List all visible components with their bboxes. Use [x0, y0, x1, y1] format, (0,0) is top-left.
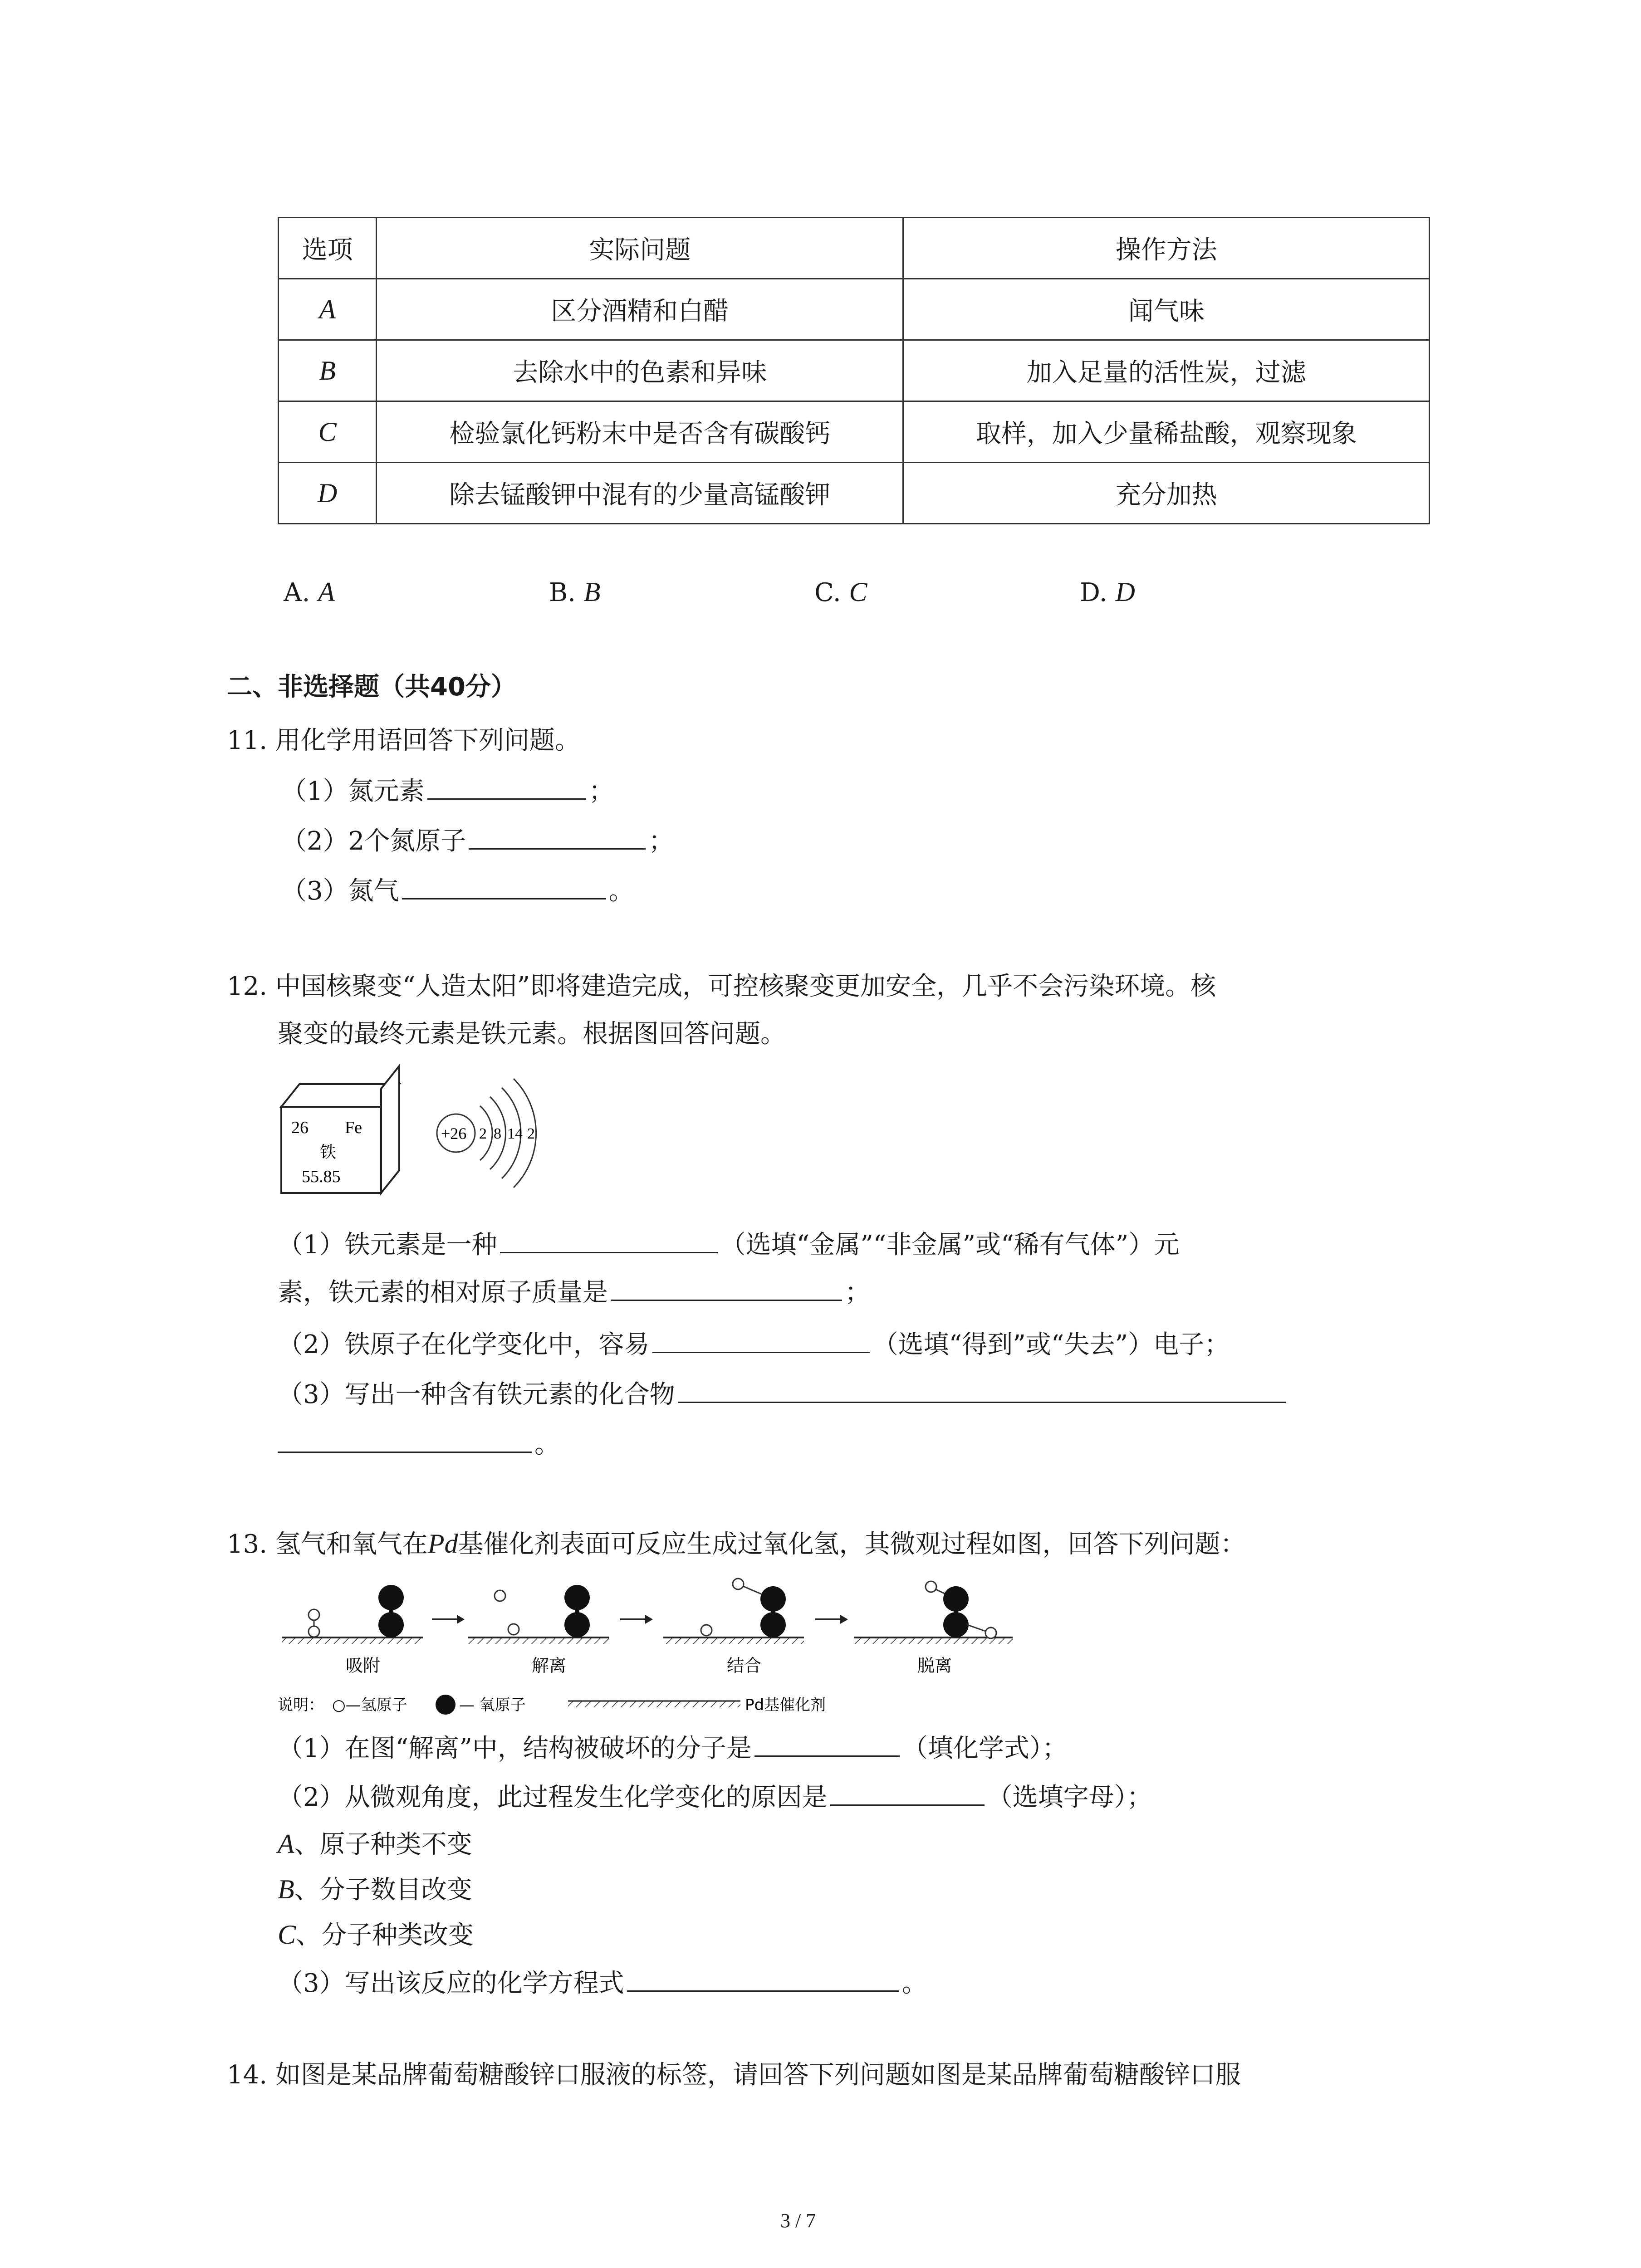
choice-label: A.: [284, 578, 310, 607]
q13-part2-prefix: （2）从微观角度，此过程发生化学变化的原因是: [278, 1783, 828, 1812]
choice-label: C.: [814, 578, 841, 607]
q14-stem: 14. 如图是某品牌葡萄糖酸锌口服液的标签，请回答下列问题如图是某品牌葡萄糖酸锌口服: [227, 2060, 1241, 2090]
q13-part1: [278, 1733, 1068, 1765]
q12-part1-prefix: （1）铁元素是一种: [278, 1230, 497, 1260]
choice-value: C: [849, 577, 867, 607]
stage-label: 吸附: [346, 1656, 381, 1676]
table-cell-problem: 检验氯化钙粉末中是否含有碳酸钙: [377, 401, 903, 463]
table-row: [279, 279, 1430, 340]
table-cell-option: C: [279, 401, 377, 463]
oxygen-atom-icon: [436, 1695, 456, 1715]
q13-option-c[interactable]: [278, 1919, 474, 1951]
q12-stem-line2: 聚变的最终元素是铁元素。根据图回答问题。: [278, 1019, 786, 1049]
answer-blank[interactable]: [402, 875, 606, 899]
legend-hydrogen: ○—氢原子: [332, 1696, 407, 1714]
table-row: [279, 401, 1430, 463]
table-cell-method: 充分加热: [903, 463, 1430, 524]
section-title: 二、非选择题（共40分）: [227, 672, 516, 702]
q13-stem: [227, 1528, 1246, 1560]
choice-label: B.: [549, 578, 576, 607]
q12-part2-prefix: （2）铁原子在化学变化中，容易: [278, 1330, 650, 1359]
table-cell-problem: 区分酒精和白醋: [377, 279, 903, 340]
answer-blank[interactable]: [469, 826, 646, 850]
option-letter: C: [278, 1920, 296, 1950]
q11-stem: 11. 用化学用语回答下列问题。: [227, 726, 580, 755]
element-card: [281, 1066, 399, 1193]
option-text: 、原子种类不变: [294, 1830, 472, 1859]
q13-option-b[interactable]: [278, 1873, 472, 1906]
element-symbol: Fe: [345, 1118, 362, 1137]
choice-label: D.: [1080, 578, 1107, 607]
figure-legend: [278, 1695, 826, 1715]
table-cell-option: B: [279, 340, 377, 401]
q13-part2: [278, 1782, 1152, 1813]
table-cell-problem: 去除水中的色素和异味: [377, 340, 903, 401]
answer-blank[interactable]: [278, 1429, 532, 1453]
option-letter: B: [278, 1874, 294, 1904]
q13-part3-prefix: （3）写出该反应的化学方程式: [278, 1969, 624, 1998]
q12-part1: [278, 1229, 1179, 1261]
q12-part2-suffix: （选填“得到”或“失去”）电子；: [872, 1330, 1230, 1359]
atomic-mass: 55.85: [302, 1167, 341, 1186]
nucleus-charge: +26: [441, 1124, 467, 1143]
iron-element-figure: [277, 1057, 594, 1202]
q12-part2: [278, 1329, 1230, 1361]
page-number: 3 / 7: [780, 2209, 816, 2232]
choice-value: D: [1115, 577, 1135, 607]
answer-blank[interactable]: [427, 776, 586, 800]
arrow-icon: [815, 1615, 848, 1624]
q11-part2-prefix: （2）2个氮原子: [281, 826, 466, 856]
choice-value: B: [583, 577, 601, 607]
stage-label: 解离: [532, 1656, 567, 1676]
q12-stem-line1: 12. 中国核聚变“人造太阳”即将建造完成，可控核聚变更加安全，几乎不会污染环境。核: [227, 972, 1216, 1001]
atomic-number: 26: [291, 1118, 309, 1137]
table-cell-option: D: [279, 463, 377, 524]
shell-electrons: 2: [527, 1125, 535, 1142]
answer-blank[interactable]: [627, 1968, 899, 1992]
stage-label: 结合: [727, 1656, 762, 1676]
element-name: 铁: [320, 1143, 337, 1162]
q11-part2: [281, 826, 674, 857]
choice-value: A: [318, 577, 335, 607]
q13-part1-prefix: （1）在图“解离”中，结构被破坏的分子是: [278, 1734, 752, 1763]
answer-blank[interactable]: [754, 1733, 900, 1757]
atom-structure-diagram: [437, 1079, 536, 1188]
table-row: [279, 463, 1430, 524]
q13-stem-a: 13. 氢气和氧气在: [227, 1530, 428, 1559]
choice-a[interactable]: [284, 576, 335, 609]
q12-part3-prefix: （3）写出一种含有铁元素的化合物: [278, 1380, 675, 1409]
option-text: 、分子数目改变: [294, 1875, 472, 1905]
stage-adsorption: [282, 1585, 423, 1676]
q11-part3: [281, 875, 634, 907]
stage-combination: [663, 1579, 804, 1676]
choice-b[interactable]: [549, 576, 600, 609]
choice-d[interactable]: [1080, 576, 1135, 609]
catalyst-icon: [568, 1701, 740, 1707]
table-header: 选项: [279, 218, 377, 279]
q13-part3-suffix: 。: [901, 1969, 927, 1998]
answer-blank[interactable]: [500, 1229, 718, 1253]
table-cell-method: 加入足量的活性炭，过滤: [903, 340, 1430, 401]
q12-part3: [278, 1379, 1288, 1411]
shell-electrons: 8: [494, 1125, 501, 1142]
legend-oxygen: — 氧原子: [459, 1696, 526, 1714]
option-text: 、分子种类改变: [296, 1921, 474, 1950]
q12-part1-line2-prefix: 素，铁元素的相对原子质量是: [278, 1278, 608, 1307]
table-cell-method: 取样，加入少量稀盐酸，观察现象: [903, 401, 1430, 463]
q12-part1-line2-suffix: ；: [845, 1278, 870, 1307]
choice-c[interactable]: [814, 576, 867, 609]
q13-part3: [278, 1968, 927, 1999]
legend-catalyst: Pd基催化剂: [745, 1696, 826, 1714]
q11-part1: [281, 776, 614, 807]
q12-part1-line2: [278, 1277, 870, 1309]
table-header: 操作方法: [903, 218, 1430, 279]
arrow-icon: [620, 1615, 653, 1624]
q12-part3-line2: [278, 1429, 560, 1461]
q12-part3-end: 。: [534, 1430, 560, 1459]
answer-blank[interactable]: [611, 1277, 842, 1301]
table-row: [279, 340, 1430, 401]
answer-blank[interactable]: [652, 1329, 870, 1353]
q12-part1-suffix: （选填“金属”“非金属”或“稀有气体”）元: [720, 1230, 1180, 1260]
stage-dissociation: [468, 1585, 609, 1676]
reaction-process-figure: [278, 1574, 1103, 1733]
q13-option-a[interactable]: [278, 1828, 472, 1861]
shell-electrons: 14: [507, 1125, 523, 1142]
option-letter: A: [278, 1829, 294, 1859]
legend-prefix: 说明：: [278, 1696, 324, 1714]
options-table: [278, 217, 1430, 524]
table-header-row: [279, 218, 1430, 279]
table-cell-method: 闻气味: [903, 279, 1430, 340]
shell-electrons: 2: [479, 1125, 487, 1142]
q11-part1-suffix: ；: [588, 777, 614, 806]
q11-part1-prefix: （1）氮元素: [281, 777, 425, 806]
stage-desorption: [854, 1581, 1013, 1676]
table-cell-problem: 除去锰酸钾中混有的少量高锰酸钾: [377, 463, 903, 524]
q13-part1-suffix: （填化学式）；: [902, 1734, 1068, 1763]
table-header: 实际问题: [377, 218, 903, 279]
q13-part2-suffix: （选填字母）；: [987, 1783, 1152, 1812]
q13-stem-b: 基催化剂表面可反应生成过氧化氢，其微观过程如图，回答下列问题：: [458, 1530, 1246, 1559]
arrow-icon: [432, 1615, 465, 1624]
stage-label: 脱离: [917, 1656, 952, 1676]
q11-part2-suffix: ；: [648, 826, 674, 856]
q11-part3-suffix: 。: [608, 876, 634, 906]
answer-blank[interactable]: [830, 1782, 985, 1806]
q13-stem-pd: Pd: [427, 1529, 458, 1559]
answer-blank[interactable]: [678, 1379, 1286, 1403]
table-cell-option: A: [279, 279, 377, 340]
q11-part3-prefix: （3）氮气: [281, 876, 399, 906]
